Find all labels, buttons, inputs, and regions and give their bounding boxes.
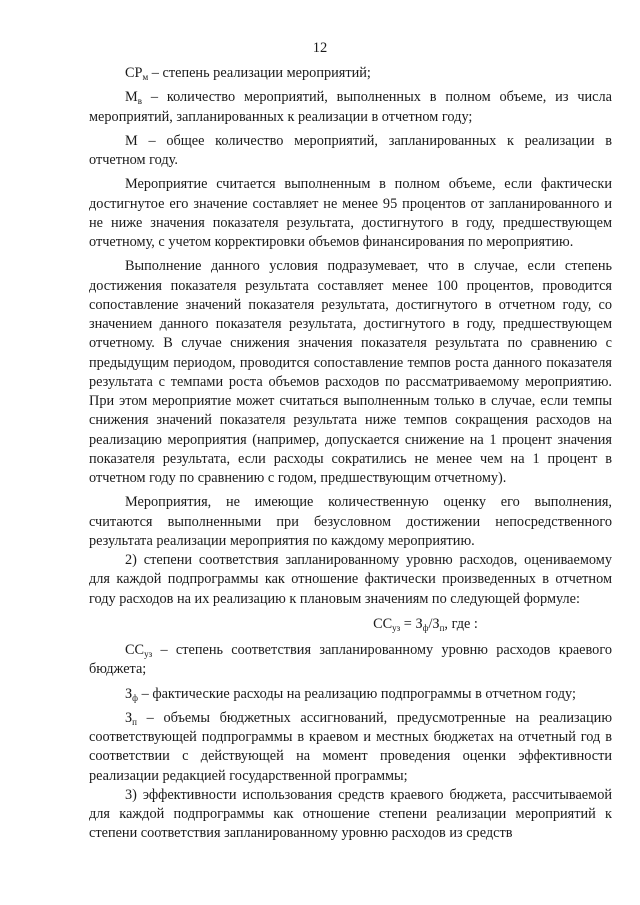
paragraph-non-quantitative: Мероприятия, не имеющие количественную оценку его выполнения, считаются выполненными при безусловном достижении непосредственного результата реализации мероприятия по каждому мероприятию. — [89, 494, 612, 549]
definition-text: – объемы бюджетных ассигнований, предусмотренные на реализацию соответствующей подпрограммы в краевом и местных бюджетах на отчетный год в соответствии с действующей на момент проведения оценки эффективности реализации редакцией государственной программы; — [89, 709, 612, 784]
definition-ssuz — [89, 641, 612, 680]
definition-text: – количество мероприятий, выполненных в полном объеме, из числа мероприятий, запланированных к реализации в отчетном году; — [89, 89, 612, 125]
symbol-subscript: в — [137, 96, 142, 107]
definition-zp — [89, 709, 612, 786]
definition-text: – степень соответствия запланированному уровню расходов краевого бюджета; — [89, 642, 612, 678]
definition-text: – общее количество мероприятий, запланированных к реализации в отчетном году. — [89, 132, 612, 168]
definition-zf — [89, 685, 612, 704]
symbol: СС — [125, 642, 145, 658]
definition-text: – фактические расходы на реализацию подпрограммы в отчетном году; — [138, 685, 576, 702]
symbol-subscript: ф — [132, 692, 139, 703]
document-body — [89, 64, 612, 844]
paragraph-budget-efficiency: 3) эффективности использования средств краевого бюджета, рассчитываемой для каждой подпрограммы как отношение степени реализации мероприятий к степени соответствия запланированному уровню расходов из средств — [89, 786, 612, 842]
symbol: М — [125, 89, 138, 106]
page-number: 12 — [312, 40, 328, 56]
definition-text: – степень реализации мероприятий; — [148, 65, 371, 81]
paragraph-expense-compliance: 2) степени соответствия запланированному уровню расходов, оцениваемому для каждой подпрограммы как отношение фактически произведенных в отчетном году расходов на их реализацию к плановым значениям по следующей формуле: — [89, 552, 612, 607]
symbol-subscript: п — [132, 716, 137, 727]
symbol: СР — [125, 65, 143, 81]
definition-m — [89, 132, 612, 171]
paragraph-condition-explanation: Выполнение данного условия подразумевает, что в случае, если степень достижения показателя результата составляет менее 100 процентов, проводится сопоставление значений показателя результата, достигнутого в отчетном году, со значением данного показателя результата, достигнутого в году, предшествующем отчетному. В случае снижения значения показателя результата по сравнению с предыдущим периодом, проводится сопоставление темпов роста данного показателя результата с темпами роста объемов расходов по рассматриваемому мероприятию. При этом мероприятие может считаться выполненным только в случае, если темпы снижения значений показателя результата ниже темпов сокращения расходов на реализацию мероприятия (например, допускается снижение на 1 процент значения показателя результата, если расходы сократились не менее чем на 1 процент в отчетном году по сравнению с годом, предшествующим отчетному). — [89, 258, 612, 486]
symbol-subscript: уз — [144, 649, 153, 659]
formula-ssuz: $СС_{уз} = З_ф/З_п$, где : — [373, 615, 478, 633]
symbol-subscript: м — [142, 72, 149, 82]
symbol: З — [125, 685, 133, 702]
symbol: М — [125, 132, 138, 149]
definition-mv — [89, 88, 612, 127]
definition-srm — [89, 64, 612, 83]
paragraph-completion-rule: Мероприятие считается выполненным в полном объеме, если фактически достигнутое его значение составляет не менее 95 процентов от запланированного и не ниже значения показателя результата, достигнутого в году, предшествующем отчетному, с учетом корректировки объемов финансирования по мероприятию. — [89, 176, 612, 250]
symbol: З — [125, 709, 133, 726]
